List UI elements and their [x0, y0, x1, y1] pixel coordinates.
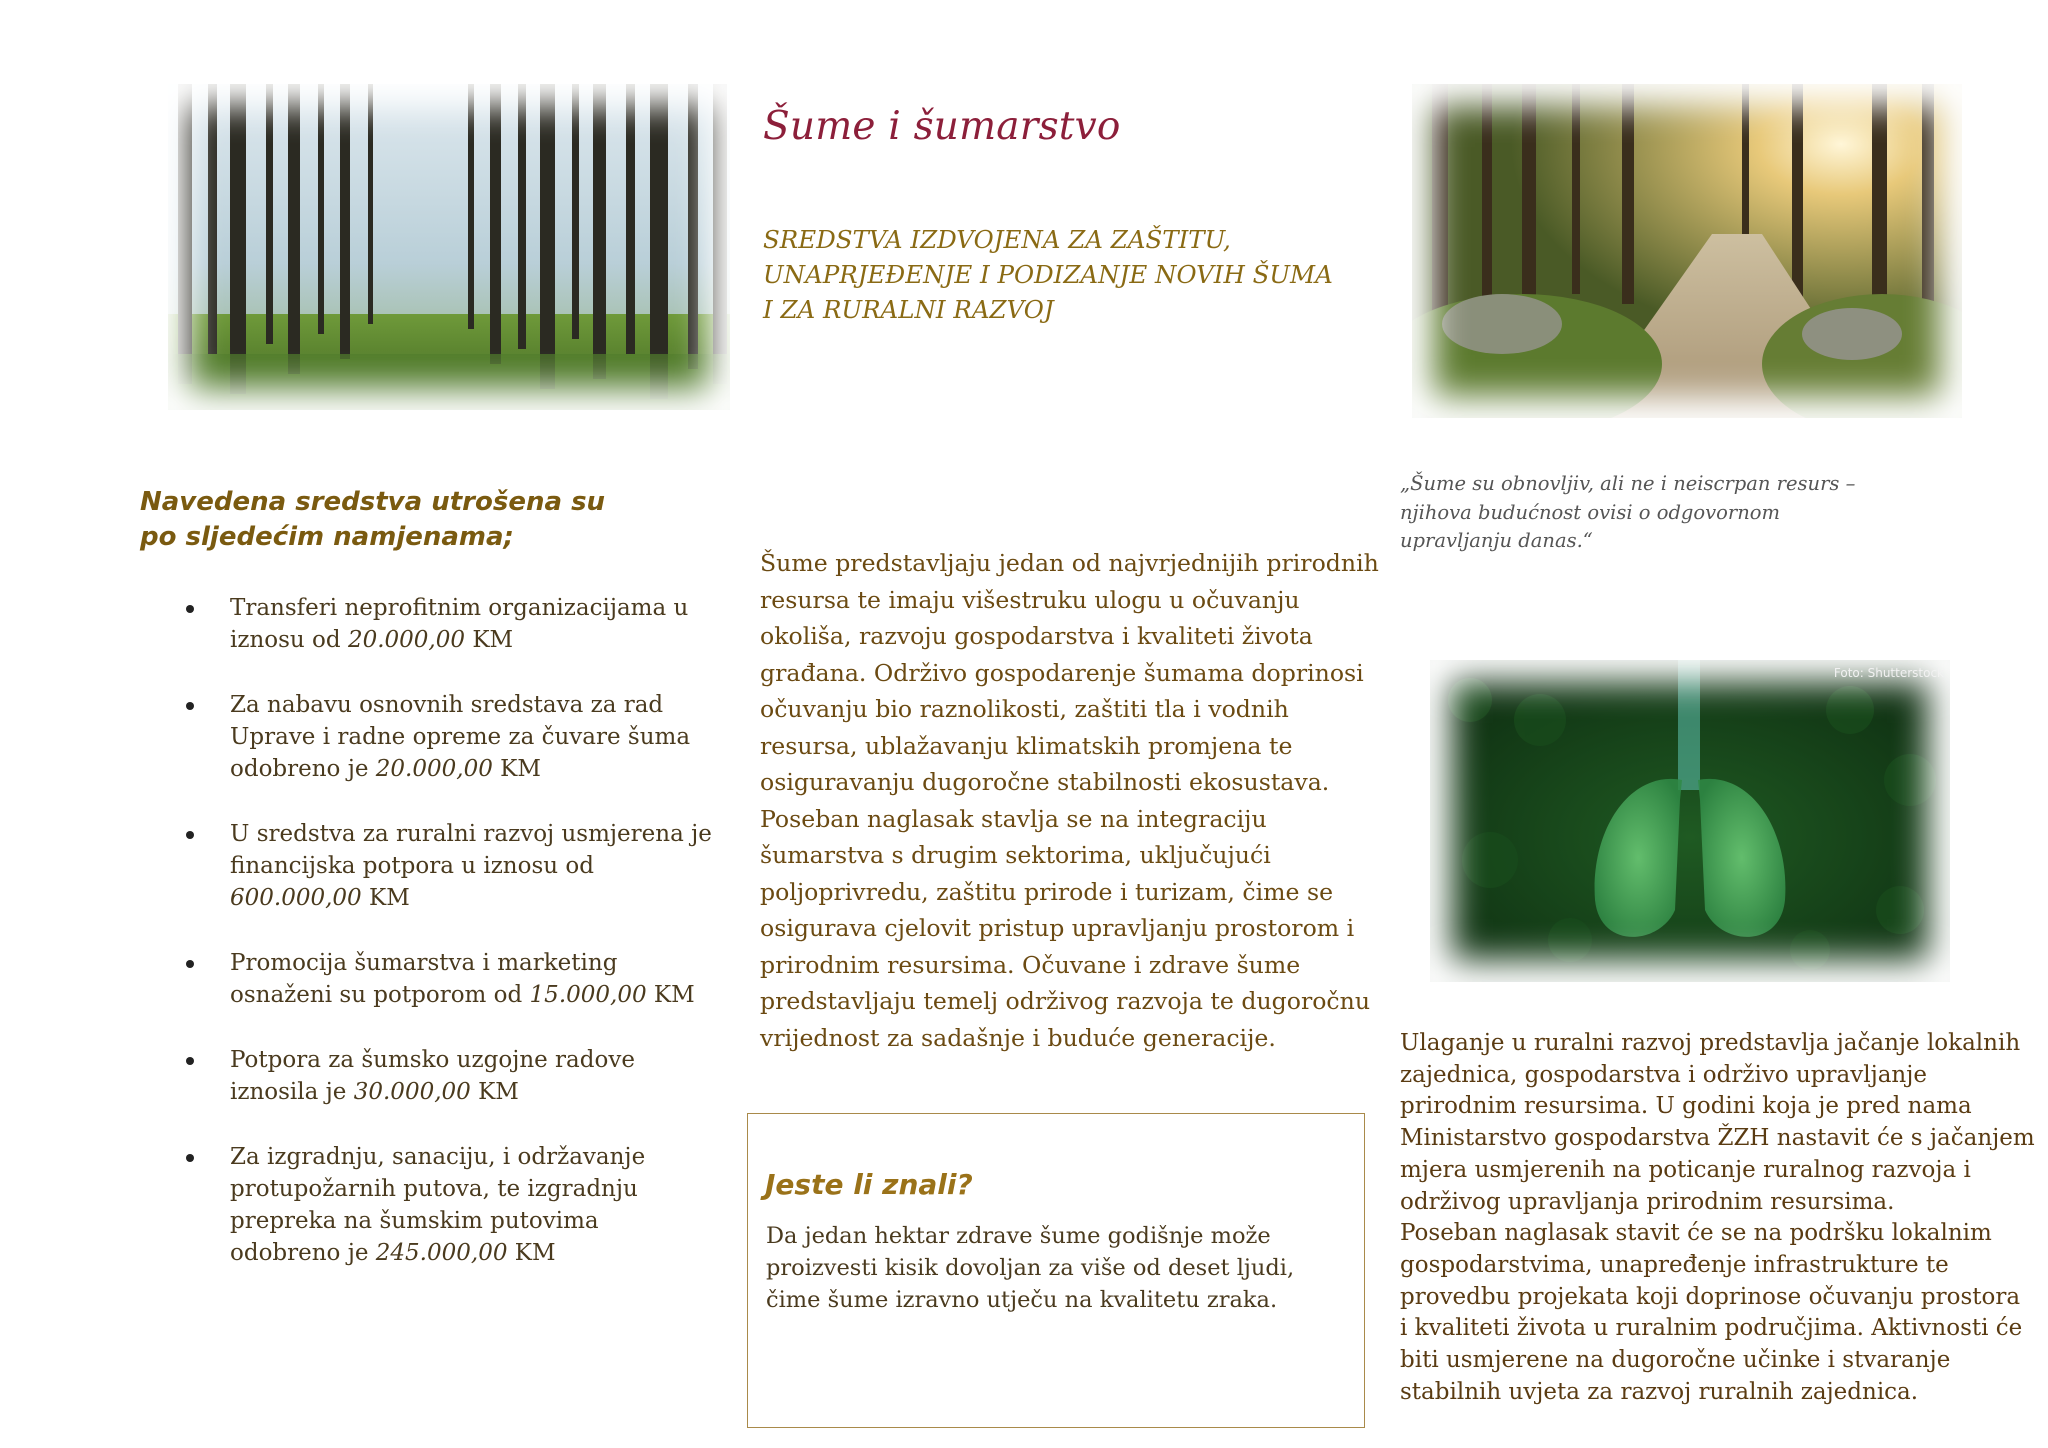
amount-value: 15.000,00: [529, 982, 647, 1008]
paragraph-line: prirodnim resursima. Očuvane i zdrave šume: [760, 950, 1301, 979]
subtitle-line: SREDSTVA IZDVOJENA ZA ZAŠTITU,: [763, 225, 1231, 254]
spending-item-line: [230, 979, 720, 1011]
item-text: iznosu od: [230, 627, 348, 653]
bullet-icon: [186, 605, 194, 613]
paragraph-line: okoliša, razvoju gospodarstva i kvaliteti života: [760, 622, 1313, 650]
paragraph-line: mjera usmjerenih na poticanje ruralnog razvoja i: [1400, 1156, 1971, 1183]
spending-item-line: [230, 1076, 720, 1108]
subtitle-line: I ZA RURALNI RAZVOJ: [763, 295, 1054, 324]
spending-list: [180, 592, 720, 1302]
page-subtitle: [763, 222, 1333, 327]
paragraph-line: Poseban naglasak stavlja se na integraciju: [760, 804, 1267, 833]
item-text: iznosila je: [230, 1079, 354, 1105]
item-text: protupožarnih putova, te izgradnju: [230, 1176, 638, 1202]
quote-line: upravljanju danas.“: [1400, 529, 1593, 552]
paragraph-line: Poseban naglasak stavit će se na podršku lokalnim: [1400, 1220, 1992, 1247]
quote-line: njihova budućnost ovisi o odgovornom: [1400, 500, 1781, 524]
item-text: financijska potpora u iznosu od: [230, 853, 594, 879]
bullet-icon: [186, 1057, 194, 1065]
paragraph-line: prirodnim resursima. U godini koja je pred nama: [1400, 1093, 1972, 1120]
paragraph-line: očuvanju bio raznolikosti, zaštiti tla i vodnih: [760, 695, 1289, 723]
item-text: U sredstva za ruralni razvoj usmjerena je: [230, 821, 712, 847]
item-text: KM: [470, 1079, 519, 1105]
paragraph-line: osigurava cjelovit pristup upravljanju prostorom i: [760, 914, 1355, 942]
subtitle-line: UNAPRJEĐENJE I PODIZANJE NOVIH ŠUMA: [763, 260, 1333, 289]
item-text: KM: [361, 885, 410, 911]
item-text: KM: [507, 1240, 556, 1266]
forests-paragraph: [760, 545, 1379, 1056]
spending-item-line: [230, 1173, 720, 1205]
box-text-line: proizvesti kisik dovoljan za više od deset ljudi,: [766, 1255, 1295, 1281]
quote-line: „Šume su obnovljiv, ali ne i neiscrpan resurs –: [1400, 472, 1856, 495]
forest-path-photo: [1412, 84, 1962, 418]
spending-item-line: [230, 818, 720, 850]
bullet-icon: [186, 702, 194, 710]
paragraph-line: resursa te imaju višestruku ulogu u očuvanju: [760, 585, 1300, 614]
bullet-icon: [186, 960, 194, 968]
did-you-know-heading: Jeste li znali?: [765, 1168, 973, 1201]
item-text: KM: [646, 982, 695, 1008]
amount-value: 20.000,00: [347, 627, 466, 653]
item-text: prepreka na šumskim putovima: [230, 1208, 599, 1234]
item-text: KM: [492, 756, 541, 782]
paragraph-line: poljoprivredu, zaštitu prirode i turizam, čime se: [760, 877, 1334, 906]
paragraph-line: resursa, ublažavanju klimatskih promjena te: [760, 731, 1293, 760]
spending-item: [180, 947, 720, 1011]
paragraph-line: vrijednost za sadašnje i buduće generacije.: [760, 1023, 1276, 1052]
item-text: Uprave i radne opreme za čuvare šuma: [230, 724, 691, 750]
forest-lungs-photo-image: [1430, 660, 1950, 982]
paragraph-line: provedbu projekata koji doprinose očuvanju prostora: [1400, 1283, 2021, 1310]
spending-item-line: [230, 947, 720, 979]
forest-photo: [168, 84, 730, 410]
paragraph-line: predstavljaju temelj održivog razvoja te dugoročnu: [760, 987, 1371, 1015]
spending-item: [180, 1044, 720, 1108]
spending-item-line: [230, 592, 720, 624]
item-text: osnaženi su potporom od: [230, 982, 530, 1008]
spending-item: [180, 818, 720, 914]
forest-lungs-photo: [1430, 660, 1950, 982]
item-text: KM: [465, 627, 514, 653]
spending-item-line: [230, 882, 720, 914]
forest-path-photo-image: [1412, 84, 1962, 418]
spending-item-line: [230, 624, 720, 656]
spending-item-line: [230, 850, 720, 882]
item-text: Potpora za šumsko uzgojne radove: [230, 1047, 635, 1073]
spending-item-line: [230, 689, 720, 721]
paragraph-line: građana. Održivo gospodarenje šumama doprinosi: [760, 658, 1364, 687]
spending-item-line: [230, 1205, 720, 1237]
amount-value: 30.000,00: [353, 1079, 471, 1105]
amount-value: 245.000,00: [375, 1240, 508, 1266]
item-text: Za nabavu osnovnih sredstava za rad: [230, 692, 664, 718]
paragraph-line: Ulaganje u ruralni razvoj predstavlja jačanje lokalnih: [1400, 1030, 2021, 1056]
paragraph-line: održivog upravljanja prirodnim resursima.: [1400, 1188, 1895, 1215]
bullet-icon: [186, 1154, 194, 1162]
spending-item-line: [230, 1044, 720, 1076]
paragraph-line: Ministarstvo gospodarstva ŽZH nastavit će s jačanjem: [1400, 1125, 2035, 1152]
item-text: odobreno je: [230, 756, 376, 782]
spending-item-line: [230, 753, 720, 785]
box-text-line: čime šume izravno utječu na kvalitetu zraka.: [766, 1287, 1278, 1313]
paragraph-line: osiguravanju dugoročne stabilnosti ekosustava.: [760, 768, 1330, 796]
box-text-line: Da jedan hektar zdrave šume godišnje može: [766, 1223, 1271, 1249]
spending-heading: [140, 485, 700, 555]
paragraph-line: stabilnih uvjeta za razvoj ruralnih zajednica.: [1400, 1378, 1919, 1405]
spending-item-line: [230, 721, 720, 753]
item-text: Promocija šumarstva i marketing: [230, 950, 618, 976]
heading-line: po sljedećim namjenama;: [140, 522, 514, 552]
forest-quote: [1400, 470, 1920, 556]
heading-line: Navedena sredstva utrošena su: [140, 487, 606, 517]
item-text: Transferi neprofitnim organizacijama u: [230, 595, 689, 621]
paragraph-line: i kvaliteti života u ruralnim područjima. Aktivnosti će: [1400, 1315, 2023, 1342]
rural-development-paragraph: [1400, 1028, 2035, 1408]
bullet-icon: [186, 831, 194, 839]
page-title: Šume i šumarstvo: [763, 104, 1121, 149]
paragraph-line: gospodarstvima, unapređenje infrastrukture te: [1400, 1251, 1949, 1278]
spending-item-line: [230, 1141, 720, 1173]
amount-value: 20.000,00: [375, 756, 493, 782]
item-text: odobreno je: [230, 1240, 376, 1266]
did-you-know-text: [766, 1220, 1346, 1316]
amount-value: 600.000,00: [230, 885, 362, 911]
spending-item: [180, 592, 720, 656]
paragraph-line: Šume predstavljaju jedan od najvrjednijih prirodnih: [760, 549, 1379, 577]
paragraph-line: zajednica, gospodarstva i održivo upravljanje: [1400, 1061, 1927, 1088]
spending-item-line: [230, 1237, 720, 1269]
forest-photo-image: [168, 84, 730, 410]
photo-credit: Foto: Shutterstock: [1833, 666, 1944, 680]
item-text: Za izgradnju, sanaciju, i održavanje: [230, 1144, 646, 1170]
paragraph-line: šumarstva s drugim sektorima, uključujući: [760, 841, 1271, 869]
spending-item: [180, 1141, 720, 1269]
spending-item: [180, 689, 720, 785]
paragraph-line: biti usmjerene na dugoročne učinke i stvaranje: [1400, 1347, 1951, 1374]
